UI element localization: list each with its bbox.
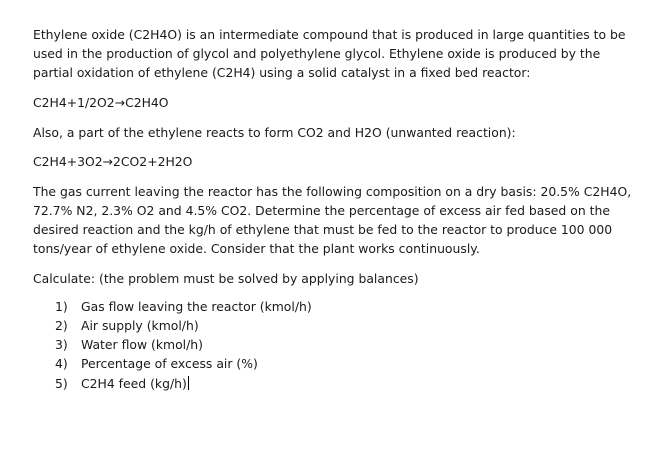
intro-paragraph: Ethylene oxide (C2H4O) is an intermediate compound that is produced in large quantities to be used in the production of glycol and polyethylene glycol. Ethylene oxide is produced by the partial oxidation of ethylene (C2H4) using a solid catalyst in a fixed bed reactor:: [33, 27, 626, 81]
list-item: [33, 374, 633, 393]
question-list: [33, 297, 633, 393]
list-number: 1): [55, 298, 68, 314]
list-number: 3): [55, 337, 68, 353]
list-text: Gas flow leaving the reactor (kmol/h): [81, 298, 312, 314]
list-number: 4): [55, 356, 68, 372]
list-item: [33, 297, 633, 316]
list-item: [33, 354, 633, 373]
list-text: Air supply (kmol/h): [81, 318, 199, 334]
document-body[interactable]: [33, 25, 633, 393]
list-number: 2): [55, 318, 68, 334]
calculate-paragraph: Calculate: (the problem must be solved by applying balances): [33, 270, 419, 286]
list-text: Percentage of excess air (%): [81, 356, 258, 372]
reaction-equation-1: C2H4+1/2O2→C2H4O: [33, 94, 169, 110]
list-text: Water flow (kmol/h): [81, 337, 203, 353]
list-item: [33, 335, 633, 354]
side-reaction-paragraph: Also, a part of the ethylene reacts to form CO2 and H2O (unwanted reaction):: [33, 124, 516, 140]
problem-paragraph: The gas current leaving the reactor has the following composition on a dry basis: 20.5% C2H4O, 72.7% N2, 2.3% O2 and 4.5% CO2. Determine the percentage of excess air fed based on the desired reaction and the kg/h of ethylene that must be fed to the reactor to produce 100 000 tons/year of ethylene oxide. Consider that the plant works continuously.: [33, 183, 632, 257]
list-number: 5): [55, 375, 68, 391]
reaction-equation-2: C2H4+3O2→2CO2+2H2O: [33, 153, 193, 169]
list-item: [33, 316, 633, 335]
text-cursor: [188, 376, 189, 390]
list-text-value: C2H4 feed (kg/h): [81, 375, 187, 391]
list-text: [81, 374, 189, 393]
